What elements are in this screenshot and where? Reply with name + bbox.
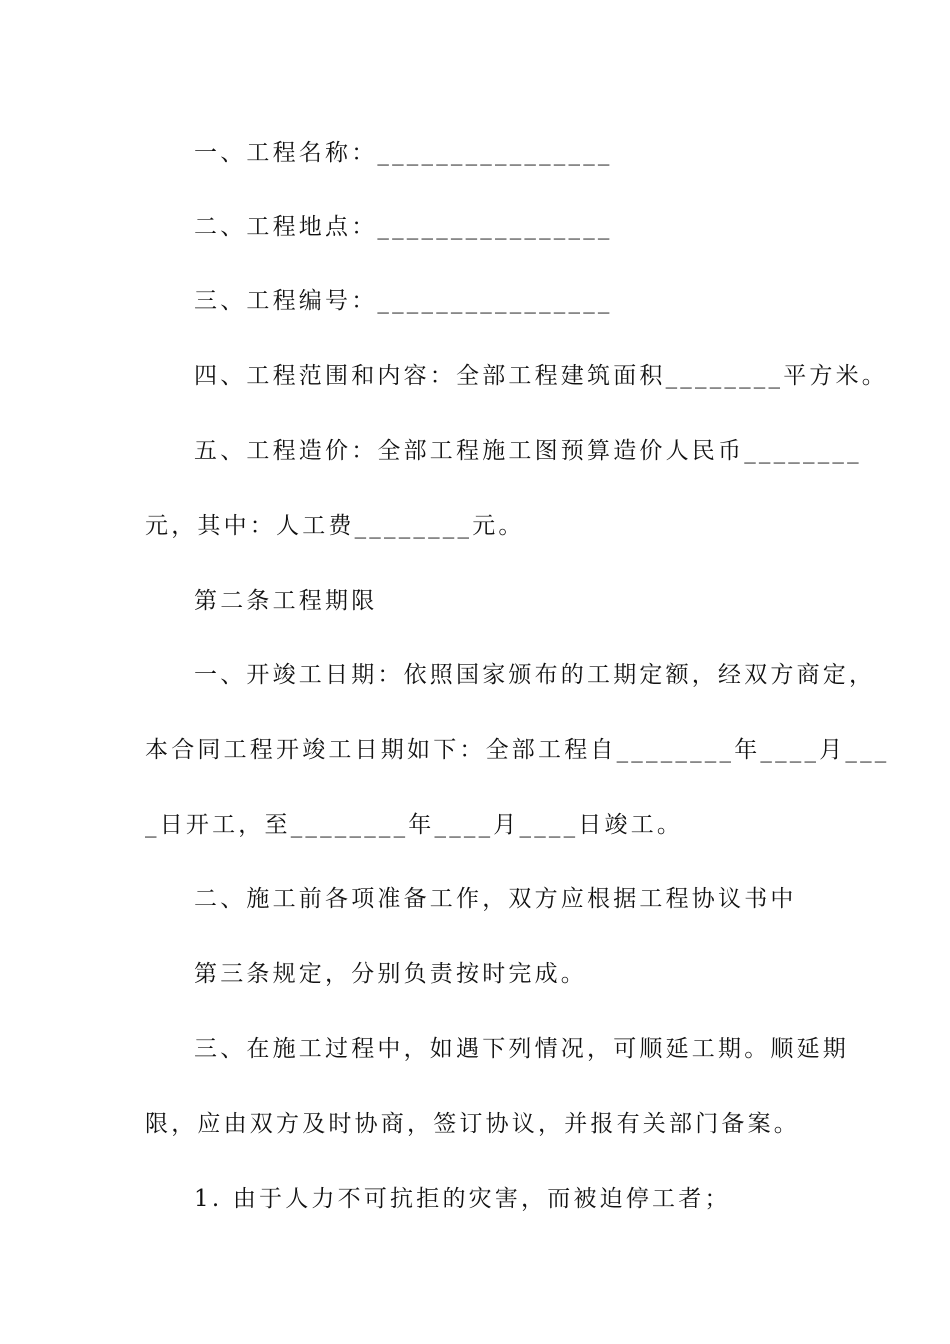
line-project-cost: 五、工程造价：全部工程施工图预算造价人民币________: [194, 438, 862, 464]
line-start-finish-dates: 一、开竣工日期：依照国家颁布的工期定额，经双方商定，: [194, 662, 876, 688]
line-project-name: 一、工程名称：________________: [194, 140, 613, 166]
line-preparation-work: 二、施工前各项准备工作，双方应根据工程协议书中: [194, 886, 797, 912]
line-delay-conditions: 三、在施工过程中，如遇下列情况，可顺延工期。顺延期: [194, 1036, 849, 1062]
list-item-force-majeure: 1. 由于人力不可抗拒的灾害，而被迫停工者；: [194, 1186, 731, 1212]
line-project-location: 二、工程地点：________________: [194, 214, 613, 240]
section-heading-article-two: 第二条工程期限: [194, 588, 378, 614]
line-preparation-work-continued: 第三条规定，分别负责按时完成。: [194, 961, 587, 987]
line-start-finish-dates-continued: 本合同工程开竣工日期如下：全部工程自________年____月___: [145, 737, 890, 763]
line-project-cost-continued: 元，其中：人工费________元。: [145, 513, 525, 539]
line-project-number: 三、工程编号：________________: [194, 288, 613, 314]
line-delay-conditions-continued: 限，应由双方及时协商，签订协议，并报有关部门备案。: [145, 1111, 800, 1137]
line-start-finish-dates-end: _日开工，至________年____月____日竣工。: [145, 812, 684, 838]
line-project-scope: 四、工程范围和内容：全部工程建筑面积________平方米。: [194, 363, 888, 389]
